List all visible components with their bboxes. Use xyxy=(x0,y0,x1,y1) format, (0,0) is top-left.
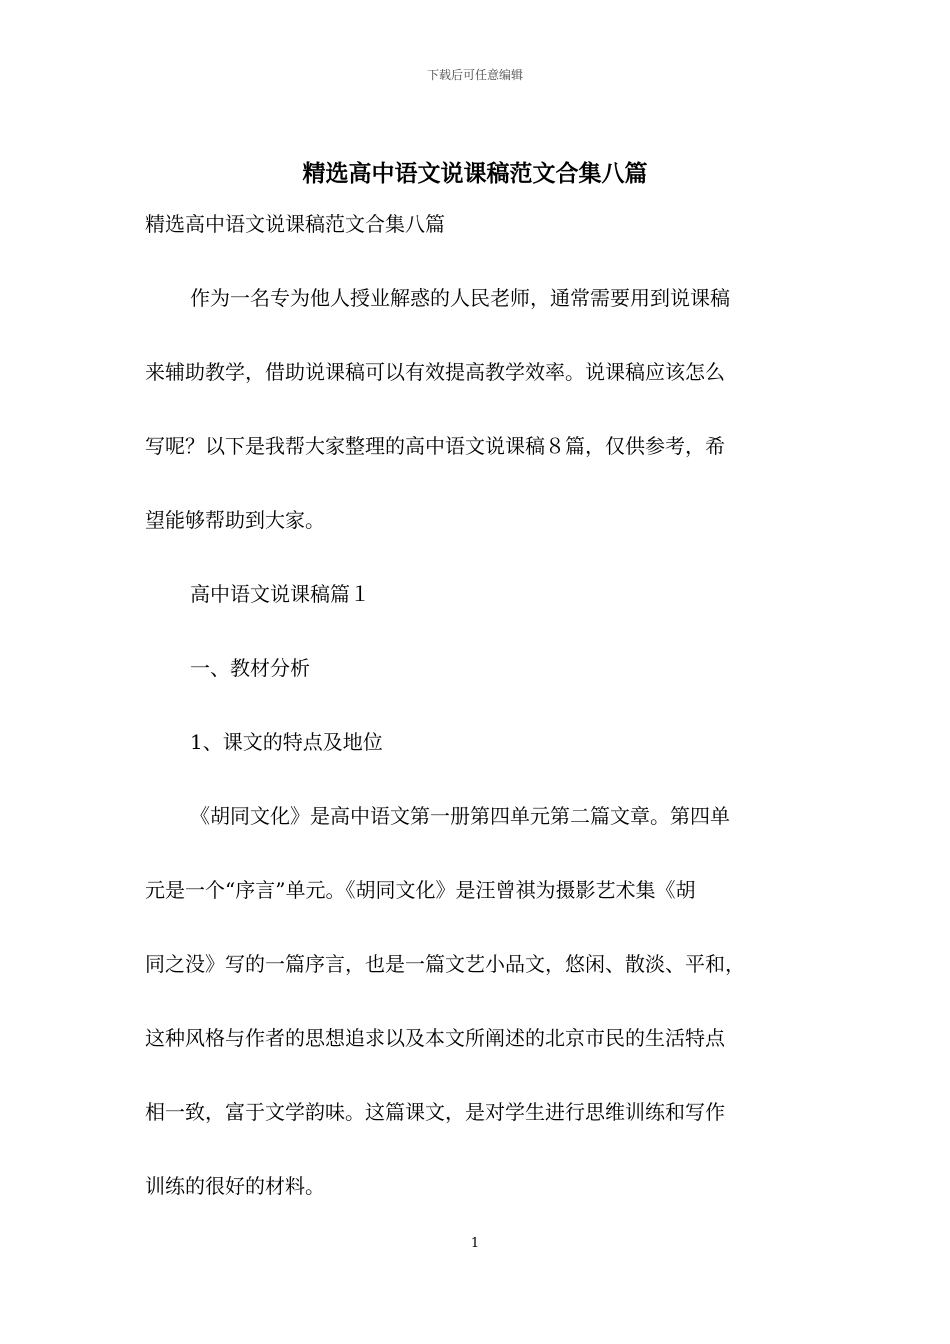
page-number: 1 xyxy=(470,1236,480,1251)
section-heading: 高中语文说课稿篇１ xyxy=(190,582,370,606)
subsection-heading: 1、课文的特点及地位 xyxy=(190,730,383,754)
paragraph-line: 训练的很好的材料。 xyxy=(145,1174,325,1198)
paragraph-line: 作为一名专为他人授业解惑的人民老师，通常需要用到说课稿 xyxy=(190,286,730,310)
paragraph-line: 《胡同文化》是高中语文第一册第四单元第二篇文章。第四单 xyxy=(190,804,730,828)
paragraph-line: 来辅助教学，借助说课稿可以有效提高教学效率。说课稿应该怎么 xyxy=(145,360,725,384)
paragraph-line: 这种风格与作者的思想追求以及本文所阐述的北京市民的生活特点 xyxy=(145,1026,725,1050)
paragraph-line: 相一致，富于文学韵味。这篇课文，是对学生进行思维训练和写作 xyxy=(145,1100,725,1124)
document-title: 精选高中语文说课稿范文合集八篇 xyxy=(302,160,648,187)
paragraph-line: 望能够帮助到大家。 xyxy=(145,508,325,532)
paragraph-line: 同之没》写的一篇序言，也是一篇文艺小品文，悠闲、散淡、平和， xyxy=(145,952,745,976)
paragraph-line: 元是一个“序言”单元。《胡同文化》是汪曾祺为摄影艺术集《胡 xyxy=(145,878,696,902)
document-subtitle: 精选高中语文说课稿范文合集八篇 xyxy=(145,212,445,236)
page-header: 下载后可任意编辑 xyxy=(426,68,523,82)
section-heading: 一、教材分析 xyxy=(190,656,310,680)
paragraph-line: 写呢？以下是我帮大家整理的高中语文说课稿８篇，仅供参考，希 xyxy=(145,434,725,458)
